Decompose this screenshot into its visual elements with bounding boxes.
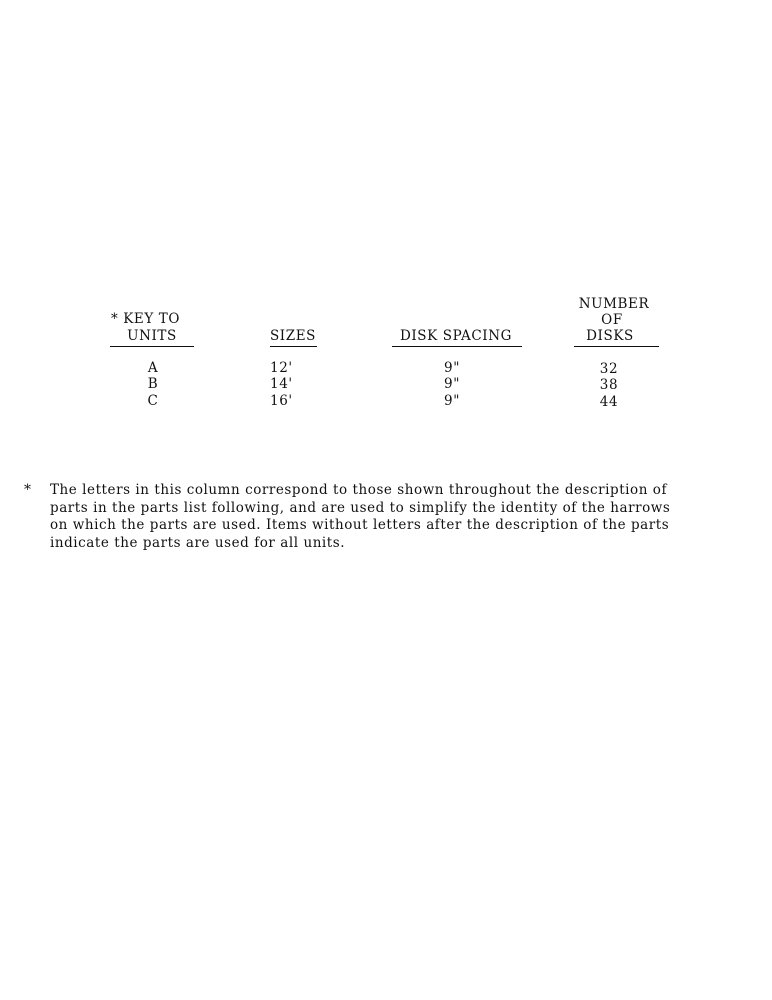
row-b-size: 14': [270, 376, 293, 392]
key-to-units-table: [0, 0, 772, 420]
row-c-disks: 44: [599, 394, 619, 410]
footnote-line: on which the parts are used. Items without letters after the description of the parts: [50, 517, 670, 533]
header-sizes: SIZES: [269, 328, 317, 344]
header-disks: DISKS: [586, 328, 634, 344]
row-c-size: 16': [270, 393, 293, 409]
footnote-text: [50, 482, 750, 552]
footnote-asterisk: *: [24, 482, 31, 498]
sizes-underline: [270, 346, 317, 347]
header-of: OF: [601, 312, 623, 328]
row-a-disks: 32: [599, 361, 619, 377]
row-a-size: 12': [270, 360, 293, 376]
row-b-spacing: 9": [444, 376, 460, 392]
units-underline: [110, 346, 194, 347]
row-c-spacing: 9": [444, 393, 460, 409]
footnote-line: indicate the parts are used for all units.: [50, 534, 346, 551]
header-number: NUMBER: [578, 296, 650, 312]
disks-underline: [574, 346, 659, 347]
header-key-to: * KEY TO: [111, 311, 181, 327]
footnote-line: parts in the parts list following, and are used to simplify the identity of the harrows: [50, 499, 671, 516]
row-b-unit: B: [147, 376, 159, 392]
row-a-spacing: 9": [444, 360, 460, 376]
row-a-unit: A: [147, 360, 159, 376]
row-c-unit: C: [147, 393, 159, 409]
disk-spacing-underline: [392, 346, 522, 347]
header-disk-spacing: DISK SPACING: [399, 328, 513, 344]
footnote-line: The letters in this column correspond to those shown throughout the description of: [50, 482, 668, 498]
header-units: UNITS: [127, 328, 177, 344]
row-b-disks: 38: [599, 377, 619, 393]
